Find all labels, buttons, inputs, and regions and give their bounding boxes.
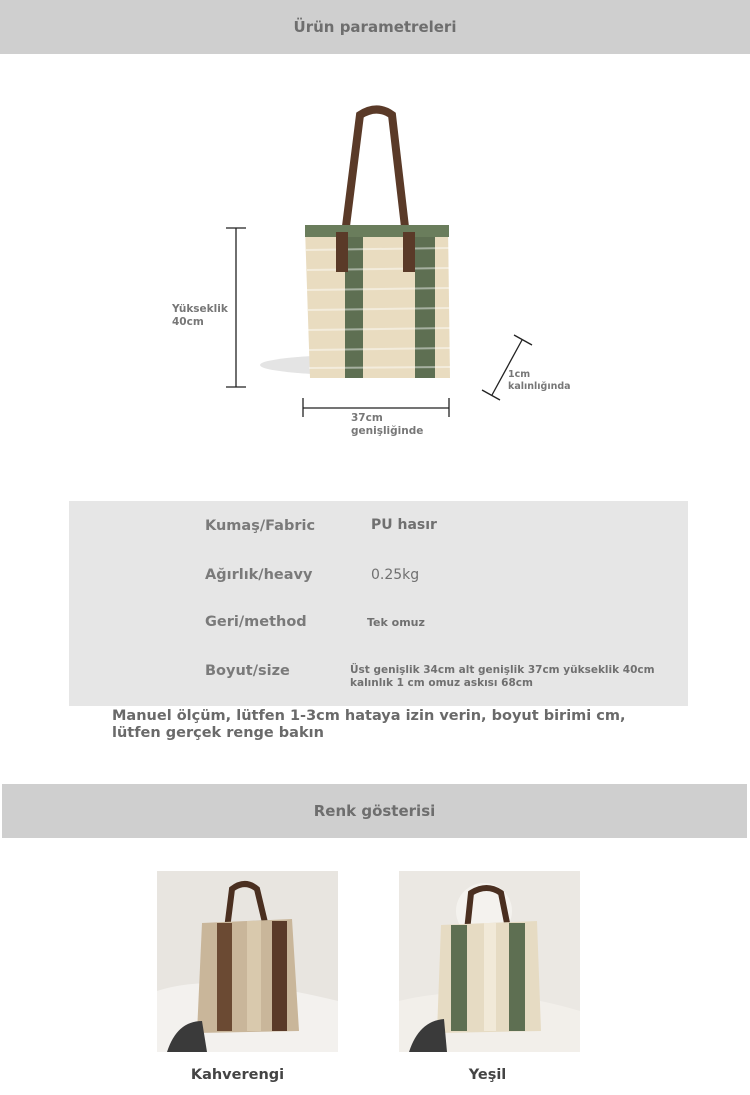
swatch-green-label: Yeşil xyxy=(468,1067,507,1083)
spec-value-weight: 0.25kg xyxy=(371,567,420,583)
swatch-brown-label: Kahverengi xyxy=(190,1067,285,1083)
width-annotation xyxy=(351,412,423,438)
width-value: 37cm xyxy=(351,412,383,424)
green-bag-photo xyxy=(399,871,580,1052)
depth-annotation xyxy=(508,369,571,393)
spec-label-fabric: Kumaş/Fabric xyxy=(205,518,316,534)
strap-tab xyxy=(403,232,415,272)
params-banner xyxy=(0,0,750,54)
height-label: Yükseklik xyxy=(172,303,228,315)
spec-value-size: Üst genişlik 34cm alt genişlik 37cm yükseklik 40cm kalınlık 1 cm omuz askısı 68cm xyxy=(350,664,655,689)
spec-label-method: Geri/method xyxy=(205,614,307,630)
bag-top-trim xyxy=(305,225,449,237)
colors-title: Renk gösterisi xyxy=(313,802,436,820)
spec-value-fabric: PU hasır xyxy=(371,517,437,533)
params-title: Ürün parametreleri xyxy=(293,18,457,36)
height-annotation xyxy=(172,303,228,329)
depth-value: 1cm xyxy=(508,369,531,380)
colors-banner xyxy=(2,784,747,838)
depth-label: kalınlığında xyxy=(508,381,571,392)
swatch-green[interactable] xyxy=(399,871,580,1052)
spec-label-size: Boyut/size xyxy=(205,663,290,679)
measurement-note: Manuel ölçüm, lütfen 1-3cm hataya izin verin, boyut birimi cm, lütfen gerçek renge bakın xyxy=(112,708,626,741)
spec-label-weight: Ağırlık/heavy xyxy=(205,567,313,583)
width-label: genişliğinde xyxy=(351,425,424,437)
bag-stripe-green xyxy=(415,228,435,378)
spec-value-method: Tek omuz xyxy=(367,616,425,629)
strap-tab xyxy=(336,232,348,272)
brown-bag-photo xyxy=(157,871,338,1052)
swatch-brown[interactable] xyxy=(157,871,338,1052)
height-value: 40cm xyxy=(172,316,204,328)
